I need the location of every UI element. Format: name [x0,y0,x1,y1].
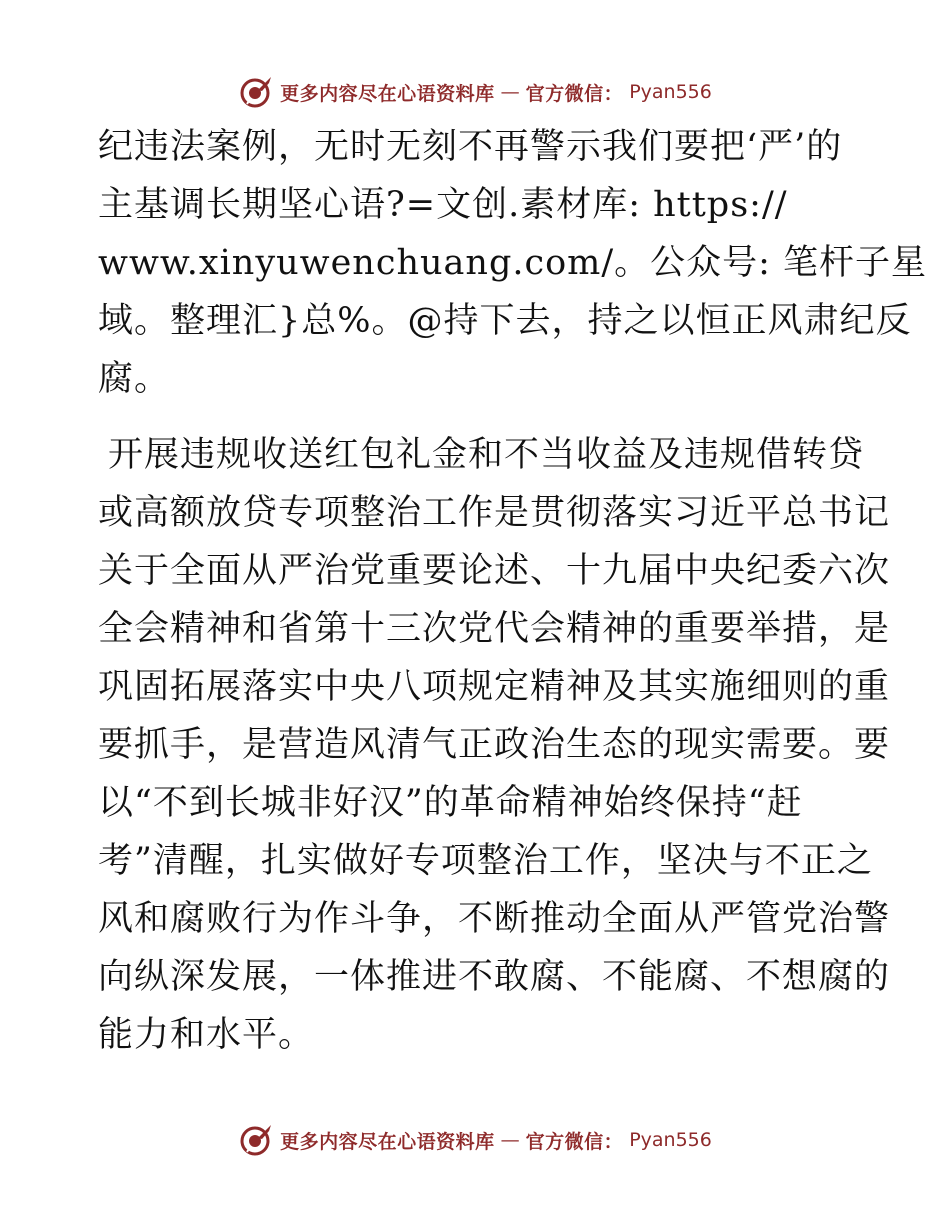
text-line: 以“不到长城非好汉”的革命精神始终保持“赶 [98,783,803,823]
text-line: 全会精神和省第十三次党代会精神的重要举措，是 [98,609,891,649]
quill-seal-icon [238,74,274,110]
watermark-wechat-label: 官方微信： [525,82,624,105]
paragraph-1 [98,118,928,408]
text-line: 域。整理汇}总%。@持下去，持之以恒正风肃纪反 [98,301,912,341]
watermark-wechat-id: Pyan556 [629,1129,712,1151]
text-line: 能力和水平。 [98,1015,315,1055]
footer-watermark [0,1120,950,1160]
text-line: 关于全面从严治党重要论述、十九届中央纪委六次 [98,551,891,591]
text-line: 主基调长期坚心语?=文创.素材库: https:// [98,185,788,225]
watermark-separator: — [500,81,520,103]
text-line: 向纵深发展，一体推进不敢腐、不能腐、不想腐的 [98,957,891,997]
text-line: 纪违法案例，无时无刻不再警示我们要把‘严’的 [98,127,843,167]
watermark-wechat-label: 官方微信： [525,1130,624,1153]
watermark-wechat-id: Pyan556 [629,81,712,103]
text-line: www.xinyuwenchuang.com/。公众号: 笔杆子星 [98,243,928,283]
text-line: 要抓手，是营造风清气正政治生态的现实需要。要 [98,725,891,765]
paragraph-2 [98,426,891,1064]
watermark-site-text: 更多内容尽在心语资料库 [280,82,495,105]
text-line: 巩固拓展落实中央八项规定精神及其实施细则的重 [98,667,891,707]
text-line: 考”清醒，扎实做好专项整治工作，坚决与不正之 [98,841,873,881]
watermark-separator: — [500,1129,520,1151]
header-watermark [0,72,950,112]
text-line: 风和腐败行为作斗争，不断推动全面从严管党治警 [98,899,891,939]
text-line: 或高额放贷专项整治工作是贯彻落实习近平总书记 [98,493,891,533]
quill-seal-icon [238,1122,274,1158]
watermark-site-text: 更多内容尽在心语资料库 [280,1130,495,1153]
text-line: 开展违规收送红包礼金和不当收益及违规借转贷 [108,435,865,475]
text-line: 腐。 [98,359,171,399]
